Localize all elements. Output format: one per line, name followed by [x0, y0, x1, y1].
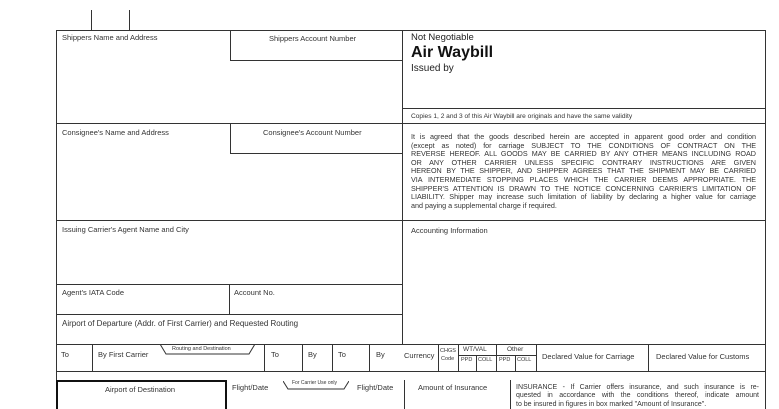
conditions-line: REVERSE HEREOF. ALL GOODS MAY BE CARRIED BY ANY OTHER MEANS INCLUDING ROAD [411, 149, 756, 159]
airport-destination-label: Airport of Destination [105, 385, 176, 394]
chgs-code-label: Code [441, 356, 455, 362]
consignee-name-address-label: Consignee's Name and Address [62, 128, 169, 137]
insurance-left-divider [404, 380, 405, 409]
wtval-ppd-label: PPD [461, 357, 473, 363]
issuing-carrier-agent-field[interactable] [58, 236, 400, 282]
destination-box-right [225, 380, 227, 409]
agent-top-border [56, 220, 765, 221]
currency-label: Currency [404, 351, 435, 360]
form-middle-divider [402, 30, 403, 344]
routing-bottom-border [56, 371, 765, 372]
conditions-line: VIA INTERMEDIATE STOPPING PLACES WHICH THE CARRIER DEEMS APPROPRIATE. THE [411, 174, 756, 184]
other-ppd-label: PPD [499, 357, 511, 363]
issuing-carrier-agent-label: Issuing Carrier's Agent Name and City [62, 225, 189, 234]
flight-date-2-label: Flight/Date [357, 383, 394, 392]
agent-iata-code-label: Agent's IATA Code [62, 288, 125, 297]
insurance-line: quested in accordance with the conditions thereof, indicate amount [516, 392, 759, 400]
issued-by-label: Issued by [411, 63, 454, 74]
carrier-use-only-label: For Carrier Use only [292, 380, 338, 386]
routing-by3-label: By [376, 350, 385, 359]
account-no-label: Account No. [234, 288, 275, 297]
consignee-account-bottom [230, 153, 402, 154]
conditions-line: and paying a supplemental charge if required. [411, 200, 557, 210]
conditions-line: OR ANY OTHER CARRIER UNLESS SPECIFIC CONTRARY INSTRUCTIONS ARE GIVEN [411, 157, 756, 167]
issued-by-bottom [402, 108, 765, 109]
amount-insurance-field[interactable] [406, 394, 508, 409]
routing-to2-label: To [271, 350, 279, 359]
consignee-account-divider [230, 123, 231, 153]
other-label: Other [507, 346, 524, 353]
other-coll-label: COLL [517, 357, 532, 363]
destination-box-left [56, 380, 58, 409]
flight-date-1-label: Flight/Date [232, 383, 269, 392]
declared-divider [648, 344, 649, 371]
form-top-border [56, 30, 766, 31]
routing-to-label: To [61, 350, 69, 359]
other-right-divider [536, 344, 537, 371]
insurance-note [516, 384, 759, 409]
declared-value-customs-label: Declared Value for Customs [656, 352, 750, 361]
form-right-border [765, 30, 766, 409]
wtval-label: WT/VAL [463, 346, 487, 353]
conditions-line: LIABILITY. Shipper may increase such limitation of liability by declaring a higher value for carriage [411, 192, 756, 202]
routing-divider-3 [302, 344, 303, 371]
airport-departure-field[interactable] [58, 330, 400, 342]
other-split [515, 355, 516, 371]
conditions-line: (except as noted) for carriage SUBJECT TO THE CONDITIONS OF CONTRACT ON THE [411, 140, 756, 150]
routing-by2-label: By [308, 350, 317, 359]
wtval-other-divider [496, 344, 497, 371]
page-title: Air Waybill [411, 44, 494, 61]
agent-iata-code-field[interactable] [58, 298, 227, 312]
destination-box-top [56, 380, 227, 382]
copies-note: Copies 1, 2 and 3 of this Air Waybill are originals and have the same validity [411, 113, 633, 120]
shipper-name-address-field[interactable] [58, 62, 400, 119]
insurance-line: INSURANCE - If Carrier offers insurance, and such insurance is re- [516, 384, 759, 391]
routing-divider-4 [332, 344, 333, 371]
accounting-information-label: Accounting Information [411, 226, 488, 235]
shipper-name-address-label: Shippers Name and Address [62, 33, 158, 42]
declared-value-carriage-label: Declared Value for Carriage [542, 352, 635, 361]
amount-insurance-label: Amount of Insurance [418, 383, 488, 392]
iata-account-divider [229, 284, 230, 314]
consignee-name-address-field[interactable] [58, 155, 400, 217]
conditions-of-contract [411, 133, 756, 210]
routing-destination-label: Routing and Destination [172, 346, 231, 352]
top-stub-line-1 [91, 10, 92, 30]
ppd-coll-header-line [458, 355, 536, 356]
consignee-account-number-label: Consignee's Account Number [263, 128, 362, 137]
routing-divider-5 [369, 344, 370, 371]
insurance-right-divider [510, 380, 511, 409]
departure-top-border [56, 314, 402, 315]
consignee-top-border [56, 123, 765, 124]
insurance-line: to be insured in figures in box marked "Amount of Insurance". [516, 400, 707, 408]
shipper-account-bottom [230, 60, 402, 61]
currency-divider [438, 344, 439, 371]
conditions-line: HEREON BY THE SHIPPER, AND SHIPPER AGREES THAT THE SHIPMENT MAY BE CARRIED [411, 166, 756, 176]
shipper-account-divider [230, 30, 231, 60]
by-first-carrier-label: By First Carrier [98, 350, 149, 359]
account-no-field[interactable] [231, 298, 400, 312]
airport-departure-label: Airport of Departure (Addr. of First Carrier) and Requested Routing [62, 319, 299, 328]
accounting-information-field[interactable] [404, 236, 763, 341]
chgs-divider [458, 344, 459, 371]
wtval-split [476, 355, 477, 371]
routing-to3-label: To [338, 350, 346, 359]
shipper-account-number-label: Shippers Account Number [269, 34, 357, 43]
top-stub-line-2 [129, 10, 130, 30]
not-negotiable-text: Not Negotiable [411, 32, 474, 43]
wtval-coll-label: COLL [478, 357, 493, 363]
airport-destination-field[interactable] [59, 396, 224, 409]
chgs-label: CHGS [440, 348, 456, 354]
routing-divider-2 [264, 344, 265, 371]
conditions-line: It is agreed that the goods described herein are accepted in apparent good order and condition [411, 132, 756, 141]
conditions-line: SHIPPER'S ATTENTION IS DRAWN TO THE NOTICE CONCERNING CARRIER'S LIMITATION OF [411, 183, 756, 193]
routing-divider-1 [92, 344, 93, 371]
